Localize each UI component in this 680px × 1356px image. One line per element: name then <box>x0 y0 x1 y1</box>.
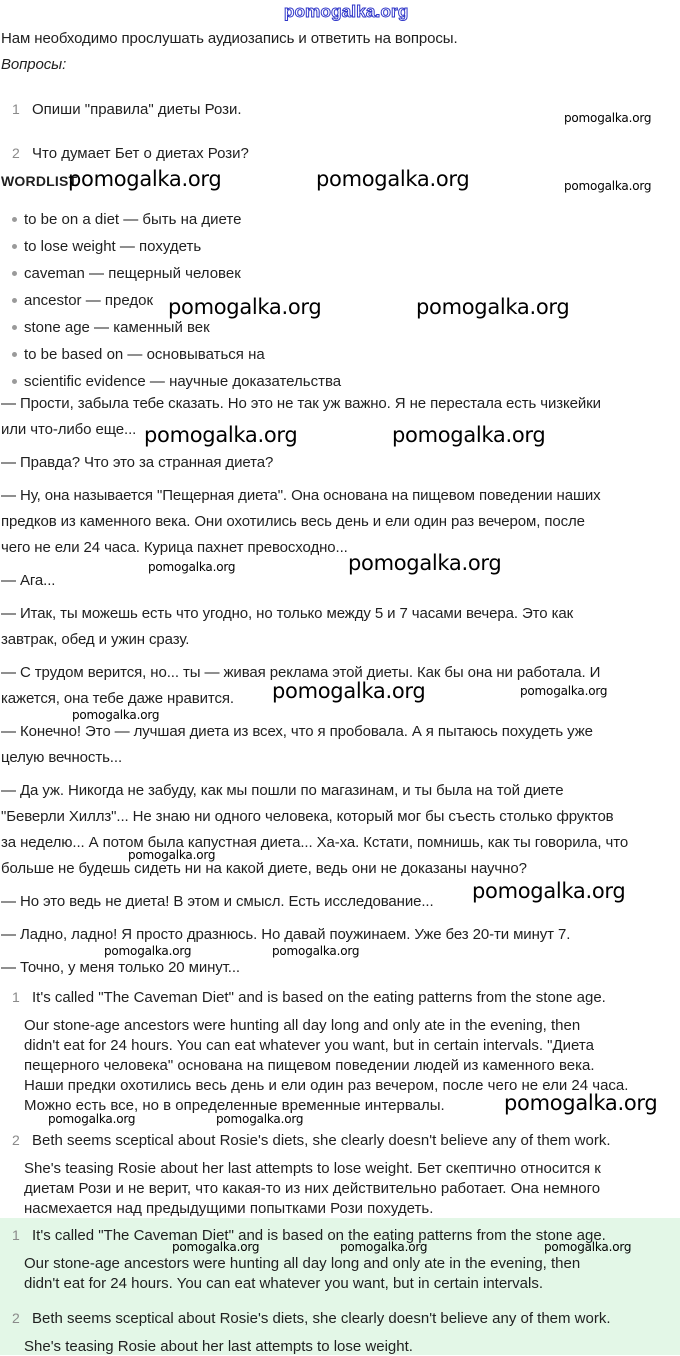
dialogue-line: целую вечность... <box>1 749 123 766</box>
answer-line: насмехается над предыдущими попытками Рози похудеть. <box>24 1200 434 1217</box>
question-number: 2 <box>12 145 20 161</box>
bullet-dot <box>12 271 17 276</box>
watermark: pomogalka.org <box>472 879 626 903</box>
dialogue-line: за неделю... А потом была капустная диета... Ха-ха. Кстати, помнишь, как ты говорила, что <box>1 834 629 851</box>
dialogue-line: — С трудом верится, но... ты — живая реклама этой диеты. Как бы она ни работала. И <box>1 664 601 681</box>
dialogue-line: — Ага... <box>1 572 56 589</box>
answer-question: It's called "The Caveman Diet" and is based on the eating patterns from the stone age. <box>32 1227 606 1244</box>
bullet-dot <box>12 325 17 330</box>
bullet-dot <box>12 217 17 222</box>
watermark: pomogalka.org <box>128 848 216 862</box>
answer-question: Beth seems sceptical about Rosie's diets, she clearly doesn't believe any of them work. <box>32 1132 611 1149</box>
wordlist-item: to lose weight — похудеть <box>24 238 202 255</box>
answer-line: didn't eat for 24 hours. You can eat whatever you want, but in certain intervals. <box>24 1275 544 1292</box>
watermark: pomogalka.org <box>216 1112 304 1126</box>
dialogue-line: — Ладно, ладно! Я просто дразнюсь. Но давай поужинаем. Уже без 20-ти минут 7. <box>1 926 571 943</box>
watermark: pomogalka.org <box>504 1091 658 1115</box>
dialogue-line: — Но это ведь не диета! В этом и смысл. Есть исследование... <box>1 893 434 910</box>
watermark: pomogalka.org <box>316 167 470 191</box>
answer-number: 1 <box>12 1227 20 1243</box>
dialogue-line: или что-либо еще... <box>1 421 137 438</box>
answer-question: Beth seems sceptical about Rosie's diets, she clearly doesn't believe any of them work. <box>32 1310 611 1327</box>
watermark: pomogalka.org <box>104 944 192 958</box>
wordlist-heading: WORDLIST <box>1 173 78 189</box>
wordlist-item: to be based on — основываться на <box>24 346 265 363</box>
watermark: pomogalka.org <box>172 1240 260 1254</box>
question-text: Что думает Бет о диетах Рози? <box>32 145 249 162</box>
watermark: pomogalka.org <box>272 944 360 958</box>
answer-number: 1 <box>12 989 20 1005</box>
watermark: pomogalka.org <box>340 1240 428 1254</box>
bullet-dot <box>12 298 17 303</box>
wordlist-item: stone age — каменный век <box>24 319 210 336</box>
watermark: pomogalka.org <box>544 1240 632 1254</box>
answer-number: 2 <box>12 1310 20 1326</box>
dialogue-line: — Конечно! Это — лучшая диета из всех, что я пробовала. А я пытаюсь похудеть уже <box>1 723 593 740</box>
bullet-dot <box>12 244 17 249</box>
answer-line: пещерного человека" основана на пищевом поведении людей из каменного века. <box>24 1057 595 1074</box>
dialogue-line: — Правда? Что это за странная диета? <box>1 454 274 471</box>
bullet-dot <box>12 379 17 384</box>
watermark: pomogalka.org <box>348 551 502 575</box>
watermark: pomogalka.org <box>272 679 426 703</box>
dialogue-line: больше не будешь сидеть ни на какой диете, ведь они не доказаны научно? <box>1 860 527 877</box>
answer-line: Можно есть все, но в определенные временные интервалы. <box>24 1097 445 1114</box>
answer-line: Our stone-age ancestors were hunting all day long and only ate in the evening, then <box>24 1017 581 1034</box>
watermark: pomogalka.org <box>144 423 298 447</box>
answer-line: She's teasing Rosie about her last attempts to lose weight. <box>24 1338 413 1355</box>
bullet-dot <box>12 352 17 357</box>
top-watermark: pomogalka.org <box>284 2 409 21</box>
wordlist-item: to be on a diet — быть на диете <box>24 211 242 228</box>
dialogue-line: предков из каменного века. Они охотились весь день и ели один раз вечером, после <box>1 513 585 530</box>
watermark: pomogalka.org <box>48 1112 136 1126</box>
watermark: pomogalka.org <box>392 423 546 447</box>
watermark: pomogalka.org <box>148 560 236 574</box>
answer-line: Наши предки охотились весь день и ели один раз вечером, после чего не ели 24 часа. <box>24 1077 629 1094</box>
dialogue-line: — Ну, она называется "Пещерная диета". Она основана на пищевом поведении наших <box>1 487 601 504</box>
answer-number: 2 <box>12 1132 20 1148</box>
watermark: pomogalka.org <box>68 167 222 191</box>
dialogue-line: — Прости, забыла тебе сказать. Но это не так уж важно. Я не перестала есть чизкейки <box>1 395 601 412</box>
question-text: Опиши "правила" диеты Рози. <box>32 101 242 118</box>
dialogue-line: чего не ели 24 часа. Курица пахнет превосходно... <box>1 539 348 556</box>
answer-line: She's teasing Rosie about her last attempts to lose weight. Бет скептично относится к <box>24 1160 601 1177</box>
answer-line: didn't eat for 24 hours. You can eat whatever you want, but in certain intervals. "Диета <box>24 1037 594 1054</box>
intro-text: Нам необходимо прослушать аудиозапись и ответить на вопросы. <box>1 30 458 47</box>
dialogue-line: — Да уж. Никогда не забуду, как мы пошли по магазинам, и ты была на той диете <box>1 782 564 799</box>
answer-line: диетам Рози и не верит, что какая-то из них действительно работает. Она немного <box>24 1180 601 1197</box>
watermark: pomogalka.org <box>416 295 570 319</box>
dialogue-line: — Итак, ты можешь есть что угодно, но только между 5 и 7 часами вечера. Это как <box>1 605 574 622</box>
watermark: pomogalka.org <box>520 684 608 698</box>
question-number: 1 <box>12 101 20 117</box>
wordlist-item: caveman — пещерный человек <box>24 265 241 282</box>
dialogue-line: завтрак, обед и ужин сразу. <box>1 631 190 648</box>
watermark: pomogalka.org <box>564 179 652 193</box>
dialogue-line: "Беверли Хиллз"... Не знаю ни одного человека, который мог бы съесть столько фруктов <box>1 808 614 825</box>
wordlist-item: scientific evidence — научные доказательства <box>24 373 342 390</box>
dialogue-line: кажется, она тебе даже нравится. <box>1 690 234 707</box>
watermark: pomogalka.org <box>168 295 322 319</box>
dialogue-line: — Точно, у меня только 20 минут... <box>1 959 241 976</box>
wordlist-item: ancestor — предок <box>24 292 154 309</box>
watermark: pomogalka.org <box>72 708 160 722</box>
watermark: pomogalka.org <box>564 111 652 125</box>
answer-line: Our stone-age ancestors were hunting all day long and only ate in the evening, then <box>24 1255 581 1272</box>
answer-question: It's called "The Caveman Diet" and is based on the eating patterns from the stone age. <box>32 989 606 1006</box>
questions-label: Вопросы: <box>1 56 67 73</box>
